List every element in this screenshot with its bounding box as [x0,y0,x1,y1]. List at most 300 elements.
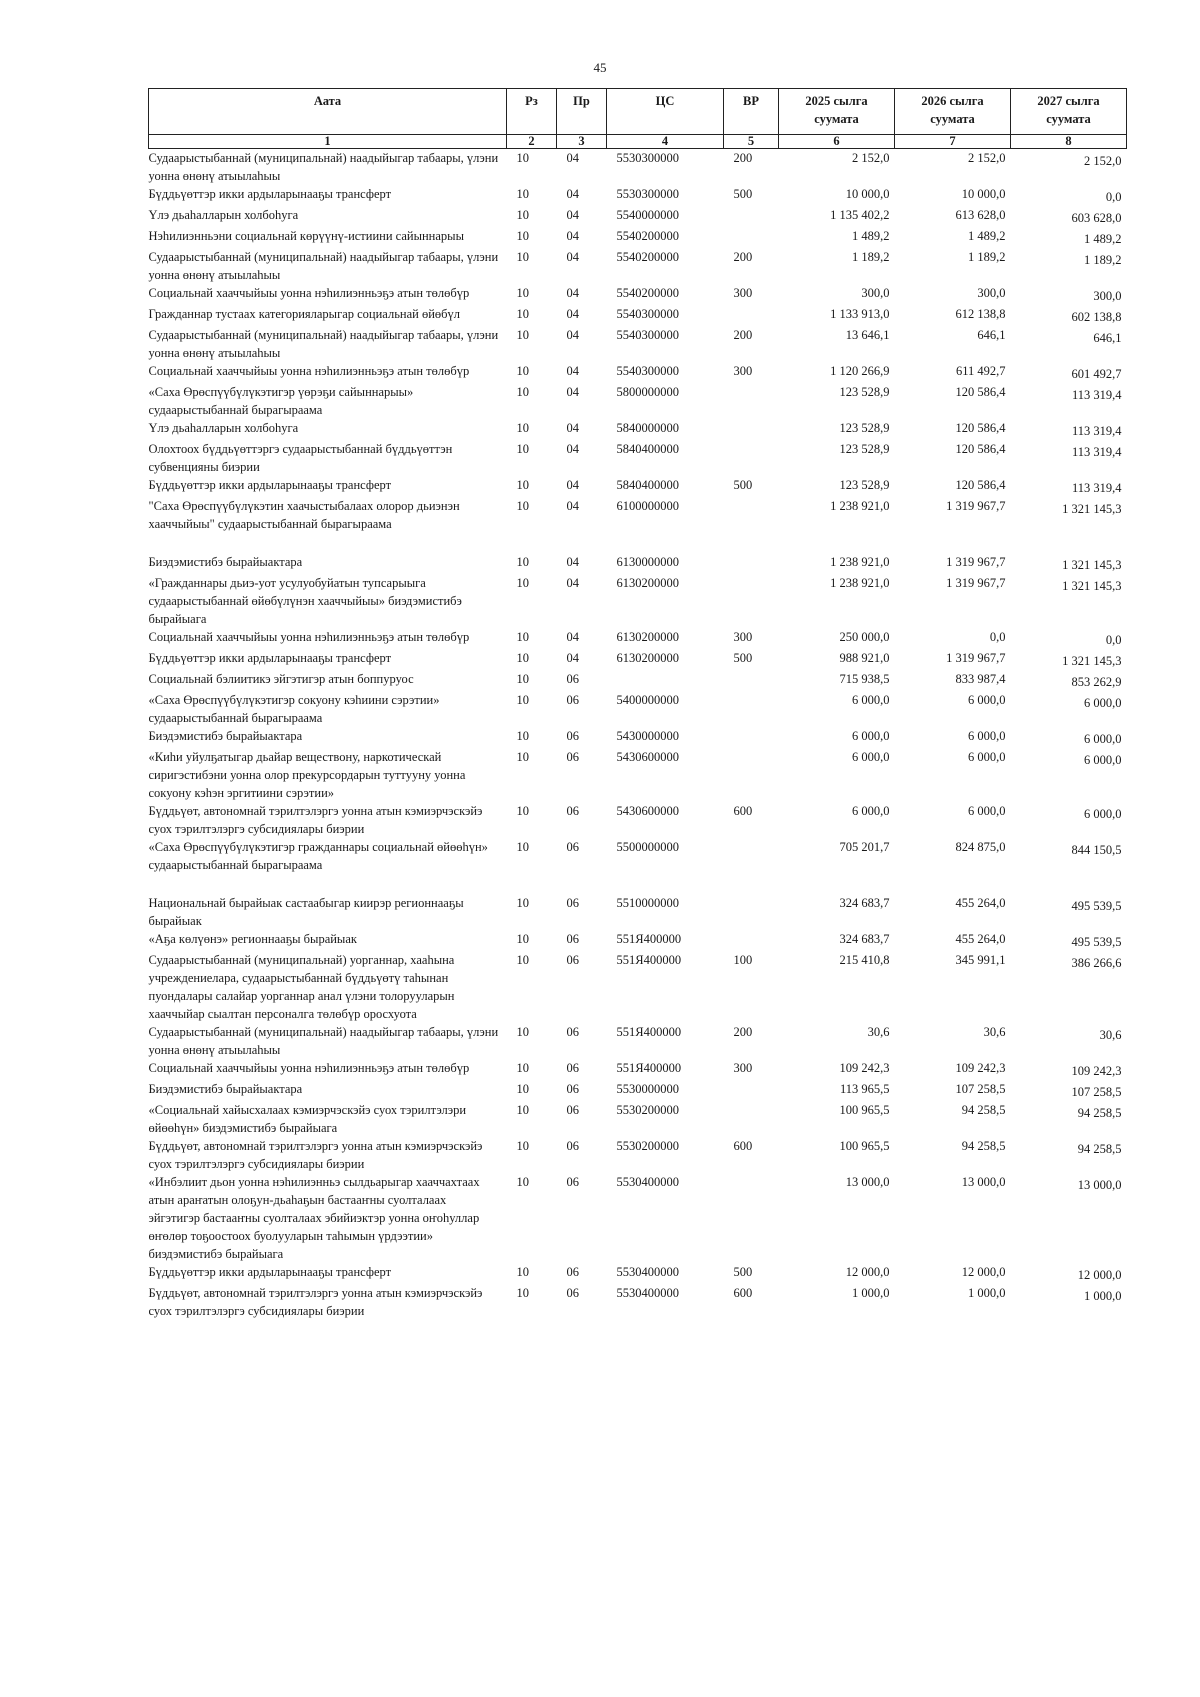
row-amount-2027: 495 539,5 [1071,935,1122,949]
row-name: «Инбэлиит дьон уонна нэһилиэнньэ сылдьарыгар хааччахтаах атын араҥатын олоҕун-дьаһаҕын бастааҥны суолталаах эйгэтигэр бастааҥны суолталаах эбийиэктэр уонна оҥоһуллар өҥөлөр тоҕоостоох буолууларын таһымын үрдээтии» биэдэмистибэ бырайыага [148,1175,480,1261]
row-amount-2025: 6 000,0 [852,804,890,818]
row-rz: 10 [516,499,529,513]
row-rz: 10 [516,307,529,321]
row-amount-2025: 6 000,0 [852,729,890,743]
row-cs: 5530400000 [616,1265,679,1279]
column-index: 4 [607,135,724,149]
row-vr [724,727,779,748]
row-pr: 06 [566,804,579,818]
row-rz: 10 [516,1025,529,1039]
row-vr [724,838,779,874]
row-amount-2025: 6 000,0 [852,750,890,764]
row-rz: 10 [516,693,529,707]
header-rz: Рз [507,89,557,135]
row-pr: 06 [566,672,579,686]
row-amount-2027: 601 492,7 [1071,367,1122,381]
row-cs: 5530200000 [616,1139,679,1153]
row-amount-2027: 6 000,0 [1084,753,1122,767]
row-amount-2026: 455 264,0 [955,932,1006,946]
column-index: 8 [1011,135,1127,149]
row-amount-2026: 1 000,0 [968,1286,1006,1300]
row-amount-2025: 1 120 266,9 [830,364,890,378]
row-amount-2025: 100 965,5 [839,1139,890,1153]
row-name: Гражданнар тустаах категорияларыгар социальнай өйөбүл [148,307,460,321]
row-rz: 10 [516,478,529,492]
row-name: "Саха Өрөспүүбүлүкэтин хаачыстыбалаах олорор дьиэнэн хааччыйыы" судаарыстыбаннай бырагыраама [148,499,460,531]
budget-table [148,88,1127,1320]
row-vr [724,574,779,628]
row-amount-2027: 30,6 [1099,1028,1122,1042]
row-pr: 04 [566,499,579,513]
row-cs: 551Я400000 [616,953,682,967]
row-name: Үлэ дьаһалларын холбоһуга [148,208,299,222]
table-row [149,362,1127,383]
row-rz: 10 [516,750,529,764]
row-amount-2027: 113 319,4 [1071,481,1122,495]
row-pr: 04 [566,630,579,644]
row-cs: 5540300000 [616,364,679,378]
table-row [149,305,1127,326]
row-amount-2025: 1 000,0 [852,1286,890,1300]
row-amount-2026: 120 586,4 [955,478,1006,492]
row-name: Бүддьүөттэр икки ардыларынааҕы трансферт [148,187,392,201]
row-amount-2026: 455 264,0 [955,896,1006,910]
row-name: Бүддьүөттэр икки ардыларынааҕы трансферт [148,651,392,665]
row-cs: 5430600000 [616,804,679,818]
table-row [149,440,1127,476]
row-vr: 500 [733,478,753,492]
row-rz: 10 [516,672,529,686]
row-rz: 10 [516,555,529,569]
row-amount-2025: 13 000,0 [845,1175,890,1189]
table-row [149,802,1127,838]
row-amount-2026: 120 586,4 [955,421,1006,435]
row-cs: 6130200000 [616,630,679,644]
row-amount-2025: 1 489,2 [852,229,890,243]
row-amount-2025: 109 242,3 [839,1061,890,1075]
table-row [149,248,1127,284]
row-amount-2027: 602 138,8 [1071,310,1122,324]
row-cs: 6130200000 [616,651,679,665]
row-amount-2026: 6 000,0 [968,729,1006,743]
row-amount-2026: 1 489,2 [968,229,1006,243]
row-name: Биэдэмистибэ бырайыактара [148,555,303,569]
row-amount-2027: 1 321 145,3 [1062,502,1122,516]
row-name: Бүддьүөттэр икки ардыларынааҕы трансферт [148,1265,392,1279]
row-amount-2027: 1 321 145,3 [1062,654,1122,668]
row-name: «Киһи уйулҕатыгар дьайар веществону, наркотическай сиригэстибэни уонна олор прекурсордарын туттууну уонна сокуону кэһэн эргитиини сэрэтии» [148,750,466,800]
table-row [149,227,1127,248]
row-amount-2027: 300,0 [1093,289,1122,303]
row-cs: 6130200000 [616,576,679,590]
row-amount-2027: 6 000,0 [1084,807,1122,821]
table-row [149,284,1127,305]
row-amount-2025: 1 133 913,0 [830,307,890,321]
table-row [149,1137,1127,1173]
row-pr: 04 [566,229,579,243]
row-cs: 5530300000 [616,187,679,201]
row-rz: 10 [516,1139,529,1153]
row-pr: 06 [566,1139,579,1153]
row-vr [724,497,779,533]
row-cs [607,670,724,691]
row-name: Биэдэмистибэ бырайыактара [148,1082,303,1096]
row-rz: 10 [516,421,529,435]
row-cs: 5530400000 [616,1175,679,1189]
table-row [149,1059,1127,1080]
page-number: 45 [593,60,607,75]
table-row [149,930,1127,951]
row-amount-2027: 113 319,4 [1071,388,1122,402]
row-name: Биэдэмистибэ бырайыактара [148,729,303,743]
row-vr: 500 [733,651,753,665]
row-pr: 04 [566,286,579,300]
row-rz: 10 [516,250,529,264]
row-amount-2026: 1 319 967,7 [946,651,1006,665]
row-rz: 10 [516,953,529,967]
row-pr: 04 [566,442,579,456]
row-rz: 10 [516,151,529,165]
row-vr: 600 [733,1286,753,1300]
row-amount-2026: 0,0 [989,630,1006,644]
row-amount-2027: 0,0 [1105,190,1122,204]
row-pr: 06 [566,693,579,707]
row-cs: 551Я400000 [616,932,682,946]
row-rz: 10 [516,1175,529,1189]
row-amount-2027: 386 266,6 [1071,956,1122,970]
row-amount-2025: 300,0 [861,286,890,300]
row-amount-2026: 1 319 967,7 [946,499,1006,513]
table-row [149,691,1127,727]
table-row [149,476,1127,497]
row-cs: 5540200000 [616,286,679,300]
row-name: «Саха Өрөспүүбүлүкэтигэр сокуону кэһиини сэрэтии» судаарыстыбаннай бырагыраама [148,693,440,725]
row-vr [724,206,779,227]
row-name: Судаарыстыбаннай (муниципальнай) наадыйыгар табаары, үлэни уонна өнөнү атыылаһыы [148,1025,499,1057]
row-spacer-cell [149,533,1127,553]
row-amount-2027: 1 321 145,3 [1062,579,1122,593]
row-pr: 04 [566,208,579,222]
row-amount-2027: 2 152,0 [1084,154,1122,168]
row-name: «Социальнай хайысхалаах кэмиэрчэскэйэ суох тэрилтэлэри өйөөһүн» биэдэмистибэ бырайыага [148,1103,467,1135]
table-row [149,1173,1127,1263]
row-cs: 5500000000 [616,840,679,854]
row-rz: 10 [516,442,529,456]
row-vr: 500 [733,1265,753,1279]
row-vr [724,383,779,419]
row-name: Социальнай хааччыйыы уонна нэһилиэнньэҕэ атын төлөбүр [148,630,470,644]
row-amount-2027: 6 000,0 [1084,696,1122,710]
table-row [149,206,1127,227]
row-name: Социальнай бэлиитикэ эйгэтигэр атын боппуруос [148,672,414,686]
row-rz: 10 [516,229,529,243]
row-rz: 10 [516,187,529,201]
row-rz: 10 [516,286,529,300]
row-cs: 5540300000 [616,328,679,342]
row-cs: 551Я400000 [616,1061,682,1075]
row-pr: 04 [566,651,579,665]
header-2026: 2026 сылга суумата [895,89,1011,135]
row-amount-2025: 1 238 921,0 [830,576,890,590]
row-name: Бүддьүөт, автономнай тэрилтэлэргэ уонна атын кэмиэрчэскэйэ суох тэрилтэлэргэ субсидиялары биэрии [148,1286,483,1318]
row-rz: 10 [516,729,529,743]
row-amount-2026: 6 000,0 [968,693,1006,707]
row-name: «Саха Өрөспүүбүлүкэтигэр гражданнары социальнай өйөөһүн» судаарыстыбаннай бырагыраама [148,840,488,872]
row-cs: 5840400000 [616,442,679,456]
row-spacer [149,533,1127,553]
row-amount-2025: 123 528,9 [839,385,890,399]
table-row [149,951,1127,1023]
row-cs: 551Я400000 [616,1025,682,1039]
row-amount-2027: 94 258,5 [1077,1142,1122,1156]
row-rz: 10 [516,1265,529,1279]
table-row [149,1284,1127,1320]
row-amount-2025: 1 238 921,0 [830,555,890,569]
row-amount-2026: 30,6 [983,1025,1006,1039]
row-amount-2025: 123 528,9 [839,442,890,456]
table-row [149,838,1127,874]
column-index: 3 [557,135,607,149]
row-amount-2026: 345 991,1 [955,953,1006,967]
row-amount-2026: 1 319 967,7 [946,576,1006,590]
row-amount-2025: 2 152,0 [852,151,890,165]
row-amount-2025: 100 965,5 [839,1103,890,1117]
row-pr: 04 [566,328,579,342]
row-name: «Саха Өрөспүүбүлүкэтигэр үөрэҕи сайыннарыы» судаарыстыбаннай бырагыраама [148,385,414,417]
row-amount-2025: 324 683,7 [839,896,890,910]
column-index: 2 [507,135,557,149]
row-amount-2027: 603 628,0 [1071,211,1122,225]
row-amount-2026: 120 586,4 [955,385,1006,399]
row-vr: 300 [733,286,753,300]
row-pr: 06 [566,729,579,743]
row-vr [724,930,779,951]
table-row [149,149,1127,186]
row-pr: 06 [566,953,579,967]
row-amount-2027: 495 539,5 [1071,899,1122,913]
table-row [149,1101,1127,1137]
table-row [149,383,1127,419]
row-cs: 5840400000 [616,478,679,492]
table-row [149,748,1127,802]
row-rz: 10 [516,840,529,854]
table-row [149,553,1127,574]
row-amount-2025: 715 938,5 [839,672,890,686]
row-pr: 06 [566,840,579,854]
row-rz: 10 [516,576,529,590]
row-name: Үлэ дьаһалларын холбоһуга [148,421,299,435]
row-vr [724,305,779,326]
row-amount-2026: 13 000,0 [961,1175,1006,1189]
row-amount-2025: 1 189,2 [852,250,890,264]
table-row [149,326,1127,362]
row-cs: 5430600000 [616,750,679,764]
row-cs: 5430000000 [616,729,679,743]
row-name: Судаарыстыбаннай (муниципальнай) наадыйыгар табаары, үлэни уонна өнөнү атыылаһыы [148,250,499,282]
row-rz: 10 [516,896,529,910]
row-amount-2027: 109 242,3 [1071,1064,1122,1078]
row-amount-2027: 13 000,0 [1077,1178,1122,1192]
row-pr: 06 [566,1025,579,1039]
row-name: Социальнай хааччыйыы уонна нэһилиэнньэҕэ атын төлөбүр [148,364,470,378]
column-index: 5 [724,135,779,149]
table-row [149,185,1127,206]
table-row [149,1023,1127,1059]
table-row [149,628,1127,649]
row-amount-2027: 6 000,0 [1084,732,1122,746]
table-row [149,727,1127,748]
header-cs: ЦС [607,89,724,135]
row-amount-2025: 705 201,7 [839,840,890,854]
row-amount-2026: 833 987,4 [955,672,1006,686]
row-amount-2026: 6 000,0 [968,804,1006,818]
row-pr: 06 [566,932,579,946]
row-vr: 300 [733,364,753,378]
row-vr [724,670,779,691]
table-row [149,649,1127,670]
row-amount-2026: 94 258,5 [961,1139,1006,1153]
row-name: Бүддьүөт, автономнай тэрилтэлэргэ уонна атын кэмиэрчэскэйэ суох тэрилтэлэргэ субсидиялары биэрии [148,1139,483,1171]
header-name: Аата [149,89,507,135]
row-pr: 06 [566,750,579,764]
row-cs: 5540200000 [616,250,679,264]
row-amount-2027: 113 319,4 [1071,445,1122,459]
table-row [149,419,1127,440]
row-rz: 10 [516,1103,529,1117]
row-pr: 06 [566,1103,579,1117]
row-vr: 200 [733,250,753,264]
row-vr: 200 [733,1025,753,1039]
header-vr: ВР [724,89,779,135]
row-vr: 500 [733,187,753,201]
row-amount-2026: 1 319 967,7 [946,555,1006,569]
table-header-row [149,89,1127,135]
row-pr: 04 [566,421,579,435]
row-name: Бүддьүөт, автономнай тэрилтэлэргэ уонна атын кэмиэрчэскэйэ суох тэрилтэлэргэ субсидиялары биэрии [148,804,483,836]
row-pr: 04 [566,576,579,590]
row-vr [724,1173,779,1263]
row-rz: 10 [516,385,529,399]
header-2025: 2025 сылга суумата [779,89,895,135]
row-rz: 10 [516,630,529,644]
row-cs: 6100000000 [616,499,679,513]
row-pr: 04 [566,151,579,165]
row-pr: 04 [566,187,579,201]
row-pr: 04 [566,250,579,264]
row-name: «Гражданнары дьиэ-уот усулуобуйатын тупсарыыга судаарыстыбаннай өйөбүлүнэн хааччыйыы» биэдэмистибэ бырайыага [148,576,462,626]
row-rz: 10 [516,804,529,818]
column-index: 6 [779,135,895,149]
row-pr: 06 [566,1286,579,1300]
row-amount-2027: 1 321 145,3 [1062,558,1122,572]
row-amount-2025: 13 646,1 [845,328,890,342]
row-name: Олохтоох бүддьүөттэргэ судаарыстыбаннай бүддьүөттэн субвенцияны биэрии [148,442,453,474]
row-name: «Аҕа көлүөнэ» регионнааҕы бырайыак [148,932,357,946]
row-spacer [149,874,1127,894]
row-vr [724,894,779,930]
row-pr: 06 [566,1082,579,1096]
row-amount-2026: 824 875,0 [955,840,1006,854]
row-name: Судаарыстыбаннай (муниципальнай) наадыйыгар табаары, үлэни уонна өнөнү атыылаһыы [148,328,499,360]
row-name: Национальнай бырайыак састаабыгар киирэр регионнааҕы бырайыак [148,896,464,928]
row-cs: 5540300000 [616,307,679,321]
row-vr: 600 [733,1139,753,1153]
row-pr: 04 [566,555,579,569]
table-row [149,670,1127,691]
row-vr: 100 [733,953,753,967]
row-amount-2027: 844 150,5 [1071,843,1122,857]
row-vr [724,1101,779,1137]
row-amount-2027: 12 000,0 [1077,1268,1122,1282]
row-name: Судаарыстыбаннай (муниципальнай) наадыйыгар табаары, үлэни уонна өнөнү атыылаһыы [148,151,499,183]
row-rz: 10 [516,364,529,378]
row-cs: 5530000000 [616,1082,679,1096]
row-vr [724,553,779,574]
row-pr: 06 [566,896,579,910]
row-vr [724,748,779,802]
row-cs: 6130000000 [616,555,679,569]
row-amount-2025: 10 000,0 [845,187,890,201]
row-pr: 04 [566,307,579,321]
row-amount-2026: 300,0 [977,286,1006,300]
row-pr: 06 [566,1061,579,1075]
row-name: Нэһилиэнньэни социальнай көрүүнү-истиини сайыннарыы [148,229,464,243]
table-row [149,1263,1127,1284]
row-amount-2027: 0,0 [1105,633,1122,647]
row-amount-2025: 988 921,0 [839,651,890,665]
row-amount-2026: 611 492,7 [955,364,1006,378]
table-row [149,574,1127,628]
row-pr: 06 [566,1175,579,1189]
row-amount-2025: 123 528,9 [839,421,890,435]
row-amount-2026: 646,1 [977,328,1006,342]
row-pr: 04 [566,478,579,492]
row-amount-2026: 613 628,0 [955,208,1006,222]
row-amount-2025: 6 000,0 [852,693,890,707]
row-amount-2026: 109 242,3 [955,1061,1006,1075]
row-amount-2027: 1 000,0 [1084,1289,1122,1303]
table-body [149,149,1127,1321]
row-vr [724,691,779,727]
row-pr: 04 [566,364,579,378]
row-vr: 200 [733,151,753,165]
row-name: Социальнай хааччыйыы уонна нэһилиэнньэҕэ атын төлөбүр [148,286,470,300]
row-cs: 5530300000 [616,151,679,165]
row-vr: 600 [733,804,753,818]
row-amount-2025: 1 135 402,2 [830,208,890,222]
row-amount-2027: 1 189,2 [1084,253,1122,267]
row-cs: 5530200000 [616,1103,679,1117]
table-row [149,894,1127,930]
row-cs: 5510000000 [616,896,679,910]
row-amount-2027: 107 258,5 [1071,1085,1122,1099]
row-amount-2026: 107 258,5 [955,1082,1006,1096]
row-rz: 10 [516,328,529,342]
row-vr [724,1080,779,1101]
row-amount-2026: 1 189,2 [968,250,1006,264]
row-rz: 10 [516,932,529,946]
row-amount-2025: 12 000,0 [845,1265,890,1279]
row-cs: 5400000000 [616,693,679,707]
row-rz: 10 [516,651,529,665]
row-amount-2026: 120 586,4 [955,442,1006,456]
row-amount-2025: 324 683,7 [839,932,890,946]
column-index-row [149,135,1127,149]
row-cs: 5840000000 [616,421,679,435]
column-index: 7 [895,135,1011,149]
row-pr: 04 [566,385,579,399]
column-index: 1 [149,135,507,149]
